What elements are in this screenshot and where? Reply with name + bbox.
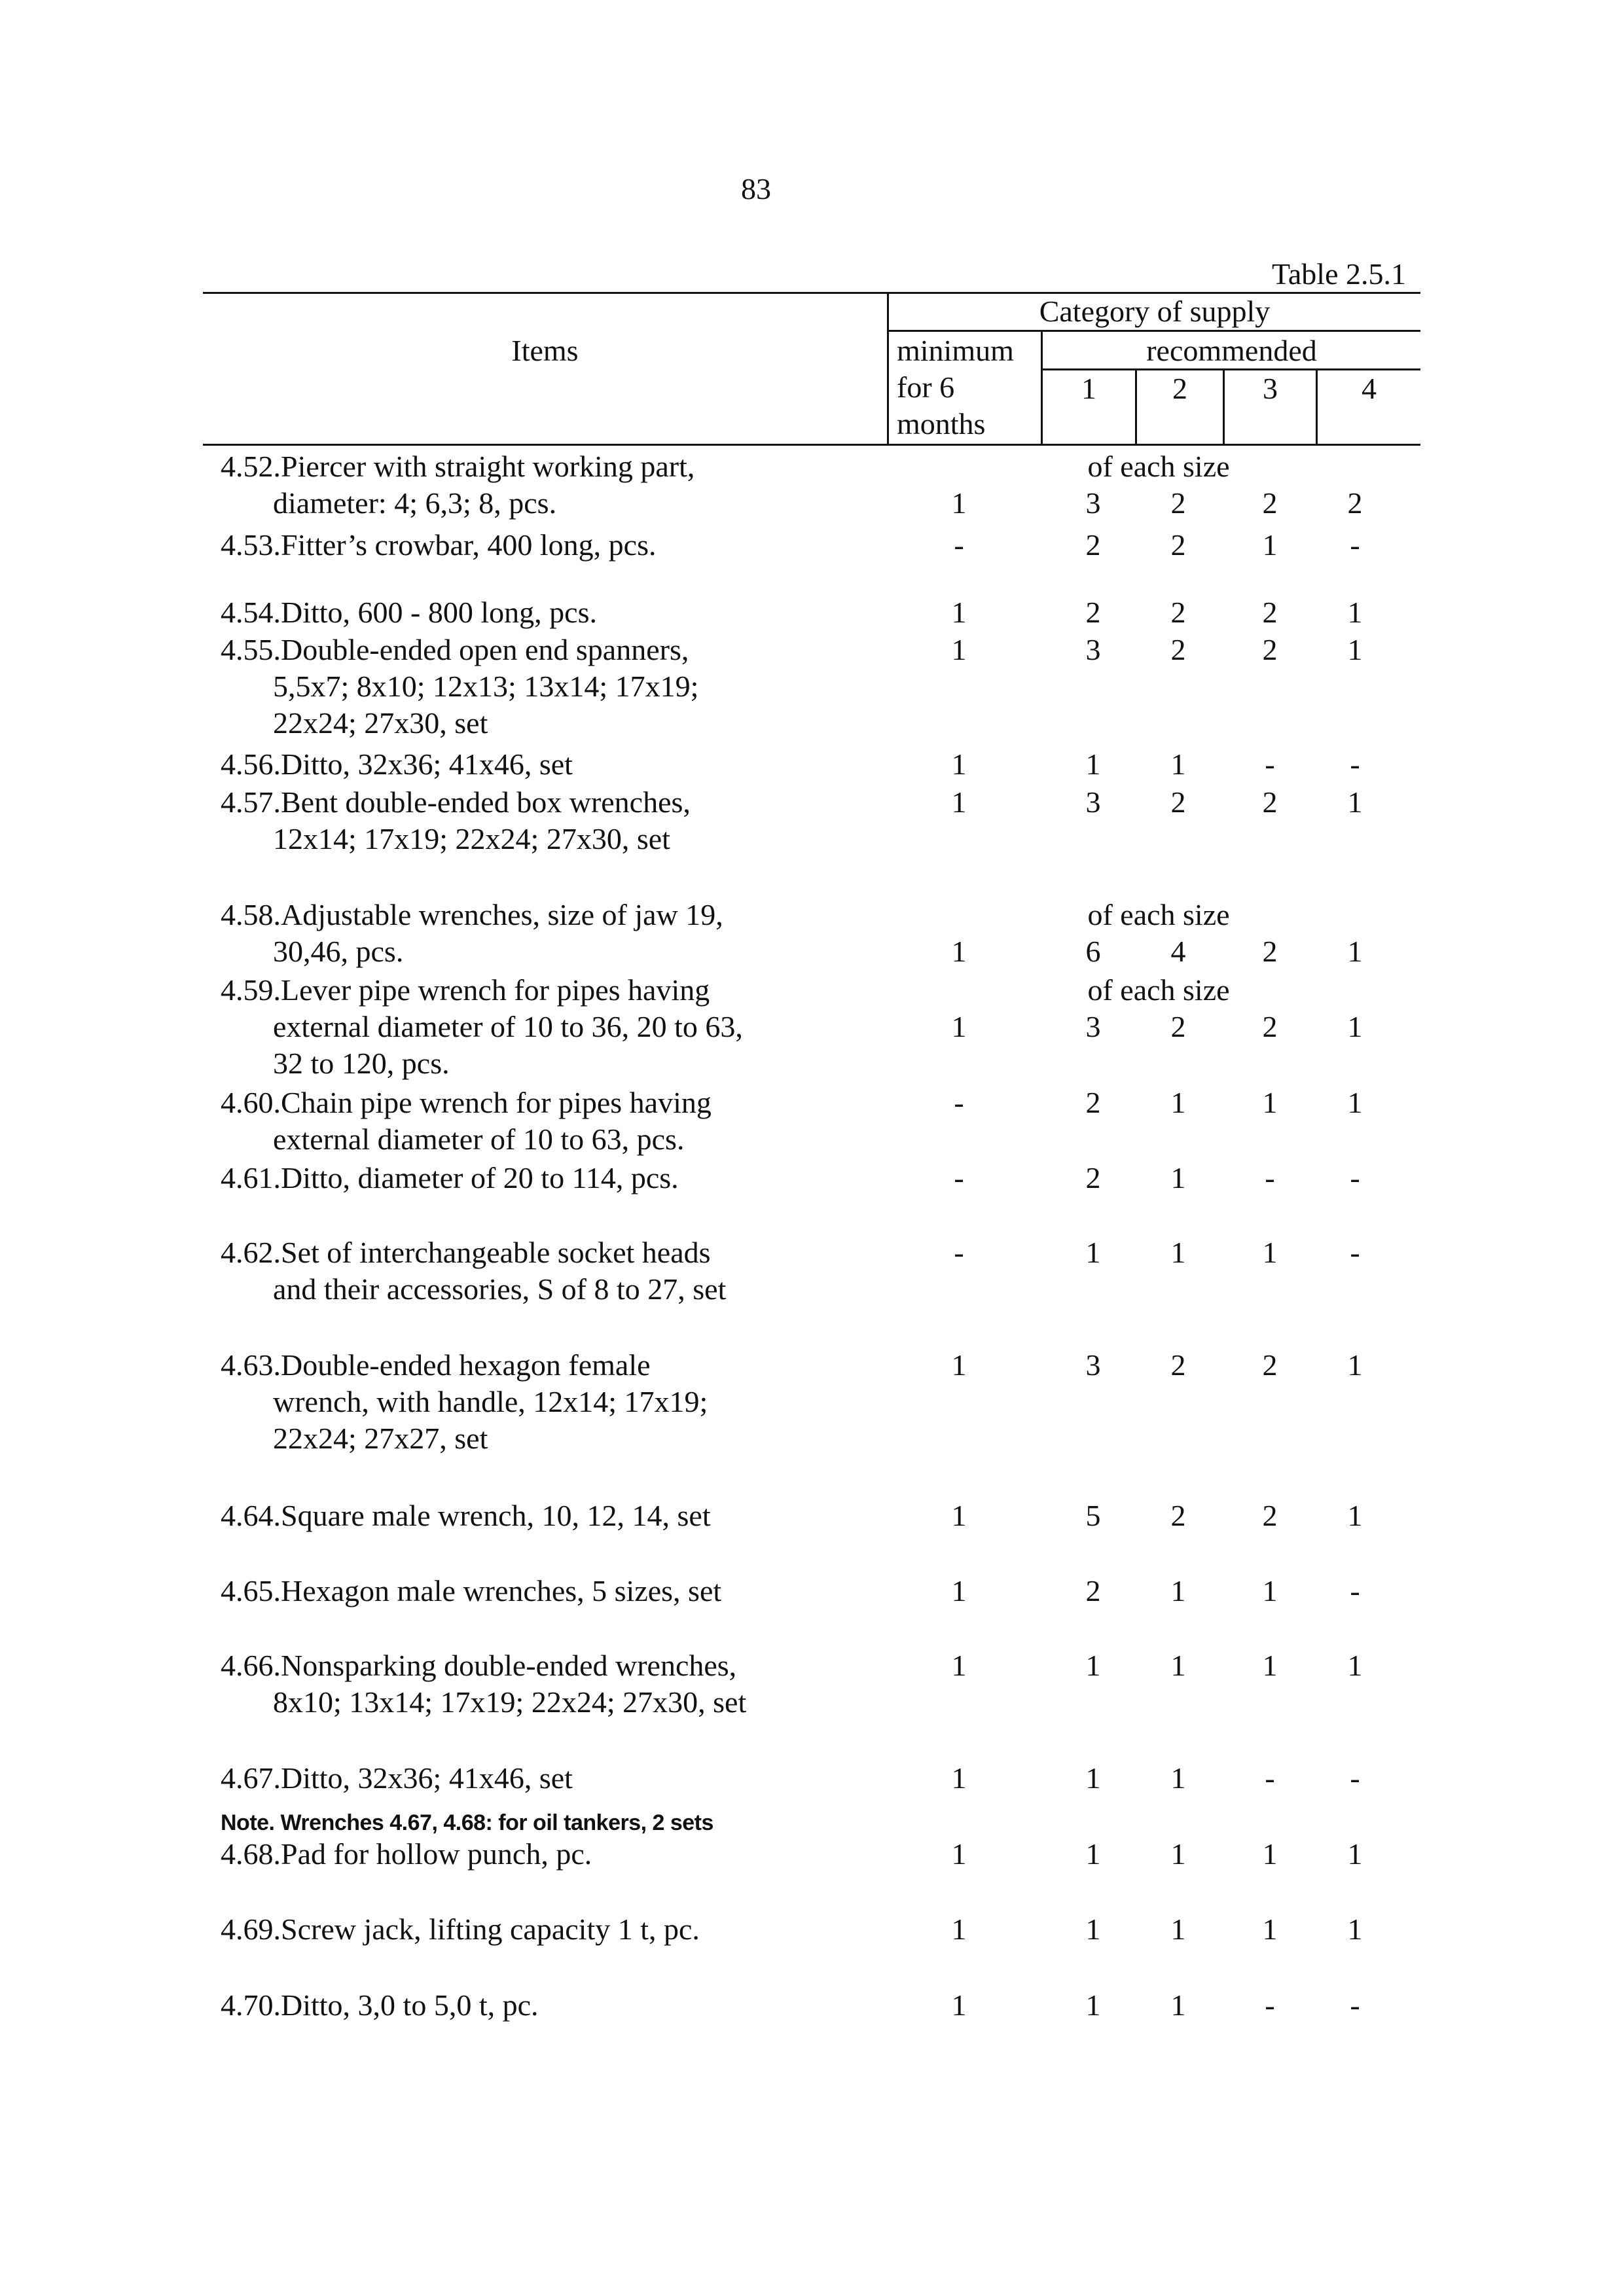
item-number: 4.67. bbox=[221, 1761, 281, 1795]
item-continuation: 5,5x7; 8x10; 12x13; 13x14; 17x19; 22x24; 27x30, set bbox=[273, 670, 699, 740]
cell-c3: 2 bbox=[1262, 633, 1278, 666]
cell-c4: 1 bbox=[1347, 1086, 1363, 1119]
header-cat3: 3 bbox=[1263, 372, 1278, 405]
cell-c2: 1 bbox=[1170, 1236, 1186, 1269]
cell-min: - bbox=[954, 1236, 964, 1269]
header-minimum-line2: for 6 bbox=[897, 370, 955, 404]
cell-c4: 1 bbox=[1347, 1837, 1363, 1871]
cell-c2: 1 bbox=[1170, 747, 1186, 781]
cell-min: - bbox=[954, 1086, 964, 1119]
header-items: Items bbox=[511, 334, 579, 367]
table-row-item bbox=[221, 1987, 875, 2024]
cell-min: 1 bbox=[951, 935, 967, 968]
page-number: 83 bbox=[741, 172, 771, 206]
cell-c3: 1 bbox=[1262, 1236, 1278, 1269]
header-cat2: 2 bbox=[1172, 372, 1187, 405]
cell-c1: 1 bbox=[1085, 1837, 1101, 1871]
header-bottom-rule bbox=[203, 444, 1420, 446]
table-row-item bbox=[221, 1836, 875, 1873]
item-title: Adjustable wrenches, size of jaw 19, bbox=[281, 898, 723, 931]
cell-c3: 1 bbox=[1262, 1912, 1278, 1946]
cell-min: 1 bbox=[951, 785, 967, 819]
cell-c4: 2 bbox=[1347, 486, 1363, 520]
each-size-note: of each size bbox=[1087, 898, 1230, 931]
item-number: 4.62. bbox=[221, 1236, 281, 1269]
cell-c1: 3 bbox=[1085, 785, 1101, 819]
cell-min: 1 bbox=[951, 747, 967, 781]
header-minimum-line3: months bbox=[897, 407, 986, 440]
item-continuation: external diameter of 10 to 36, 20 to 63, 32 to 120, pcs. bbox=[273, 1010, 743, 1080]
cell-c2: 1 bbox=[1170, 1988, 1186, 2022]
cell-c1: 1 bbox=[1085, 1649, 1101, 1682]
table-row-item bbox=[221, 1234, 875, 1308]
item-title: Ditto, diameter of 20 to 114, pcs. bbox=[281, 1161, 679, 1194]
cell-c3: 1 bbox=[1262, 1086, 1278, 1119]
item-title: Ditto, 600 - 800 long, pcs. bbox=[281, 596, 597, 629]
item-title: Double-ended hexagon female bbox=[281, 1348, 651, 1382]
cell-c3: 2 bbox=[1262, 935, 1278, 968]
item-number: 4.56. bbox=[221, 747, 281, 781]
header-minimum bbox=[897, 332, 1038, 442]
cell-c1: 3 bbox=[1085, 486, 1101, 520]
item-number: 4.61. bbox=[221, 1161, 281, 1194]
table-row-item bbox=[221, 784, 875, 857]
cell-c4: - bbox=[1350, 1761, 1360, 1795]
cell-c3: 2 bbox=[1262, 785, 1278, 819]
header-recommended: recommended bbox=[1146, 334, 1317, 367]
cell-c1: 3 bbox=[1085, 1010, 1101, 1043]
item-number: 4.66. bbox=[221, 1649, 281, 1682]
cell-c3: 1 bbox=[1262, 1574, 1278, 1607]
cell-c1: 2 bbox=[1085, 1086, 1101, 1119]
table-row-item bbox=[221, 1647, 875, 1721]
cell-c4: - bbox=[1350, 528, 1360, 562]
cell-min: 1 bbox=[951, 1574, 967, 1607]
cell-c3: - bbox=[1265, 747, 1275, 781]
item-title: Nonsparking double-ended wrenches, bbox=[281, 1649, 737, 1682]
header-cat4: 4 bbox=[1362, 372, 1377, 405]
item-number: 4.60. bbox=[221, 1086, 281, 1119]
item-title: Hexagon male wrenches, 5 sizes, set bbox=[281, 1574, 722, 1607]
cell-min: 1 bbox=[951, 1010, 967, 1043]
cell-c3: 1 bbox=[1262, 1837, 1278, 1871]
item-continuation: 8x10; 13x14; 17x19; 22x24; 27x30, set bbox=[273, 1685, 747, 1719]
item-title: Screw jack, lifting capacity 1 t, pc. bbox=[281, 1912, 700, 1946]
cell-c4: - bbox=[1350, 747, 1360, 781]
item-number: 4.53. bbox=[221, 528, 281, 562]
cell-c1: 3 bbox=[1085, 633, 1101, 666]
item-number: 4.58. bbox=[221, 898, 281, 931]
cell-c2: 2 bbox=[1170, 486, 1186, 520]
header-minimum-line1: minimum bbox=[897, 334, 1014, 367]
item-continuation: diameter: 4; 6,3; 8, pcs. bbox=[273, 486, 557, 520]
cell-c2: 2 bbox=[1170, 596, 1186, 629]
cell-c2: 1 bbox=[1170, 1912, 1186, 1946]
cell-min: 1 bbox=[951, 1912, 967, 1946]
cell-c3: 2 bbox=[1262, 1499, 1278, 1532]
item-title: Ditto, 32x36; 41x46, set bbox=[281, 747, 573, 781]
cell-c3: 2 bbox=[1262, 596, 1278, 629]
cell-c4: - bbox=[1350, 1161, 1360, 1194]
table-row-item bbox=[221, 1573, 875, 1609]
item-number: 4.57. bbox=[221, 785, 281, 819]
category-rule bbox=[887, 330, 1420, 332]
cell-min: 1 bbox=[951, 1348, 967, 1382]
cell-c2: 2 bbox=[1170, 1010, 1186, 1043]
table-label: Table 2.5.1 bbox=[1271, 257, 1406, 291]
cell-min: 1 bbox=[951, 1988, 967, 2022]
item-title: Pad for hollow punch, pc. bbox=[281, 1837, 592, 1871]
cell-c4: 1 bbox=[1347, 1348, 1363, 1382]
table-row-item bbox=[221, 1160, 875, 1196]
item-title: Set of interchangeable socket heads bbox=[281, 1236, 711, 1269]
cell-c4: 1 bbox=[1347, 785, 1363, 819]
each-size-note: of each size bbox=[1087, 450, 1230, 483]
item-title: Piercer with straight working part, bbox=[281, 450, 695, 483]
cell-c2: 1 bbox=[1170, 1574, 1186, 1607]
cell-c3: - bbox=[1265, 1161, 1275, 1194]
cell-c1: 6 bbox=[1085, 935, 1101, 968]
each-size-note: of each size bbox=[1087, 973, 1230, 1007]
cell-min: 1 bbox=[951, 633, 967, 666]
cell-c4: 1 bbox=[1347, 1649, 1363, 1682]
wrench-note: Note. Wrenches 4.67, 4.68: for oil tankers, 2 sets bbox=[221, 1810, 713, 1835]
item-continuation: 30,46, pcs. bbox=[273, 935, 404, 968]
cell-c4: 1 bbox=[1347, 1010, 1363, 1043]
item-title: Bent double-ended box wrenches, bbox=[281, 785, 691, 819]
table-row-item bbox=[221, 1085, 875, 1158]
table-row-item bbox=[221, 527, 875, 564]
table-row-item bbox=[221, 972, 875, 1082]
item-number: 4.55. bbox=[221, 633, 281, 666]
cell-c1: 1 bbox=[1085, 1236, 1101, 1269]
table-row-item bbox=[221, 594, 875, 631]
item-number: 4.65. bbox=[221, 1574, 281, 1607]
cell-c2: 1 bbox=[1170, 1761, 1186, 1795]
item-title: Double-ended open end spanners, bbox=[281, 633, 689, 666]
table-row-item bbox=[221, 897, 875, 970]
item-continuation: external diameter of 10 to 63, pcs. bbox=[273, 1122, 685, 1156]
cell-min: 1 bbox=[951, 596, 967, 629]
cell-c2: 2 bbox=[1170, 1499, 1186, 1532]
table-row-item bbox=[221, 1911, 875, 1948]
item-continuation: 12x14; 17x19; 22x24; 27x30, set bbox=[273, 822, 670, 855]
cell-c4: - bbox=[1350, 1988, 1360, 2022]
cell-c3: - bbox=[1265, 1988, 1275, 2022]
cell-min: 1 bbox=[951, 1761, 967, 1795]
cell-c1: 1 bbox=[1085, 1988, 1101, 2022]
cell-c4: 1 bbox=[1347, 935, 1363, 968]
cell-c1: 3 bbox=[1085, 1348, 1101, 1382]
item-number: 4.52. bbox=[221, 450, 281, 483]
table-row-item bbox=[221, 632, 875, 742]
cell-min: 1 bbox=[951, 1649, 967, 1682]
cell-c1: 5 bbox=[1085, 1499, 1101, 1532]
item-continuation: and their accessories, S of 8 to 27, set bbox=[273, 1272, 727, 1306]
header-category: Category of supply bbox=[1039, 295, 1271, 328]
cell-c3: 2 bbox=[1262, 1348, 1278, 1382]
item-title: Square male wrench, 10, 12, 14, set bbox=[281, 1499, 711, 1532]
item-number: 4.54. bbox=[221, 596, 281, 629]
item-continuation: wrench, with handle, 12x14; 17x19; 22x24; 27x27, set bbox=[273, 1385, 708, 1455]
item-number: 4.69. bbox=[221, 1912, 281, 1946]
item-number: 4.70. bbox=[221, 1988, 281, 2022]
cell-c1: 2 bbox=[1085, 1161, 1101, 1194]
item-title: Lever pipe wrench for pipes having bbox=[281, 973, 710, 1007]
cell-c3: - bbox=[1265, 1761, 1275, 1795]
item-title: Fitter’s crowbar, 400 long, pcs. bbox=[281, 528, 657, 562]
item-title: Ditto, 3,0 to 5,0 t, pc. bbox=[281, 1988, 539, 2022]
cell-c2: 1 bbox=[1170, 1161, 1186, 1194]
item-number: 4.59. bbox=[221, 973, 281, 1007]
item-number: 4.63. bbox=[221, 1348, 281, 1382]
cell-c2: 2 bbox=[1170, 528, 1186, 562]
cell-min: 1 bbox=[951, 1499, 967, 1532]
table-row-item bbox=[221, 1498, 875, 1534]
cell-c4: - bbox=[1350, 1574, 1360, 1607]
cell-c2: 2 bbox=[1170, 633, 1186, 666]
cell-c3: 1 bbox=[1262, 528, 1278, 562]
cell-c3: 1 bbox=[1262, 1649, 1278, 1682]
cell-c4: - bbox=[1350, 1236, 1360, 1269]
cell-min: - bbox=[954, 528, 964, 562]
cell-c4: 1 bbox=[1347, 1912, 1363, 1946]
cell-c1: 1 bbox=[1085, 1912, 1101, 1946]
cell-c1: 2 bbox=[1085, 528, 1101, 562]
item-number: 4.64. bbox=[221, 1499, 281, 1532]
cell-c1: 2 bbox=[1085, 1574, 1101, 1607]
cell-c2: 1 bbox=[1170, 1837, 1186, 1871]
header-cat1: 1 bbox=[1081, 372, 1096, 405]
cell-c2: 1 bbox=[1170, 1649, 1186, 1682]
cell-c2: 2 bbox=[1170, 1348, 1186, 1382]
table-row-item bbox=[221, 448, 875, 522]
cell-c2: 4 bbox=[1170, 935, 1186, 968]
cell-c1: 1 bbox=[1085, 1761, 1101, 1795]
cell-c1: 2 bbox=[1085, 596, 1101, 629]
cell-c4: 1 bbox=[1347, 633, 1363, 666]
cell-c2: 1 bbox=[1170, 1086, 1186, 1119]
cell-c1: 1 bbox=[1085, 747, 1101, 781]
cell-c4: 1 bbox=[1347, 1499, 1363, 1532]
cell-min: 1 bbox=[951, 486, 967, 520]
item-title: Chain pipe wrench for pipes having bbox=[281, 1086, 712, 1119]
cell-c2: 2 bbox=[1170, 785, 1186, 819]
table-row-item bbox=[221, 1347, 875, 1457]
cell-c3: 2 bbox=[1262, 1010, 1278, 1043]
table-row-item bbox=[221, 1760, 875, 1797]
table-row-item bbox=[221, 746, 875, 783]
item-number: 4.68. bbox=[221, 1837, 281, 1871]
cell-c3: 2 bbox=[1262, 486, 1278, 520]
cell-c4: 1 bbox=[1347, 596, 1363, 629]
item-title: Ditto, 32x36; 41x46, set bbox=[281, 1761, 573, 1795]
cell-min: 1 bbox=[951, 1837, 967, 1871]
cell-min: - bbox=[954, 1161, 964, 1194]
